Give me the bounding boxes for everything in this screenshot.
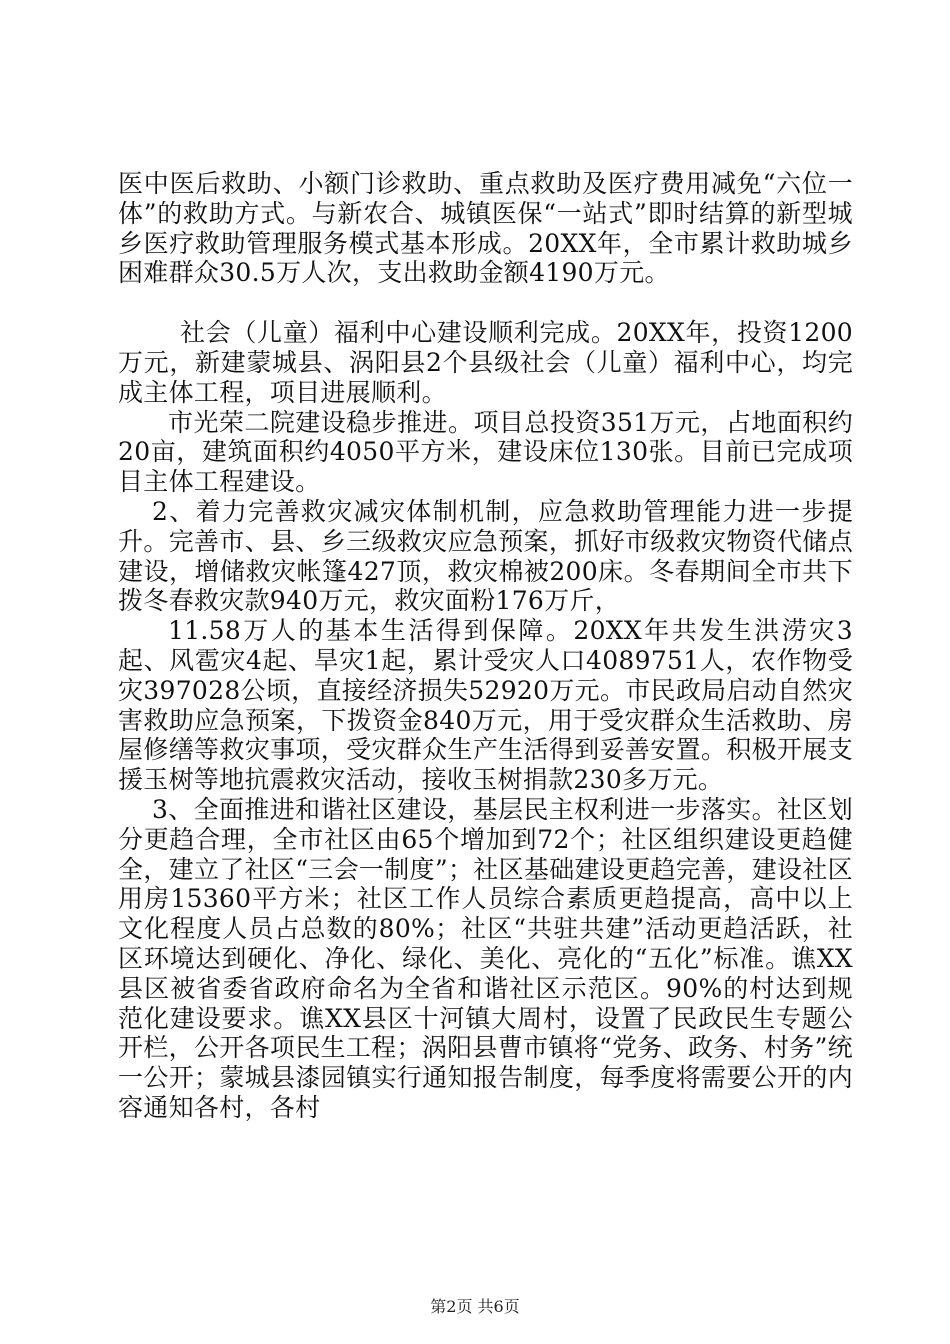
paragraph-community-building: 3、全面推进和谐社区建设，基层民主权利进一步落实。社区划分更趋合理，全市社区由65个增加到72个；社区组织建设更趋健全，建立了社区“三会一制度”；社区基础建设更趋完善，建设社区用房15360平方米；社区工作人员综合素质更趋提高，高中以上文化程度人员占总数的80%；社区“共驻共建”活动更趋活跃，社区环境达到硬化、净化、绿化、美化、亮化的“五化”标准。谯XX县区被省委省政府命名为全省和谐社区示范区。90%的村达到规范化建设要求。谯XX县区十河镇大周村，设置了民政民生专题公开栏，公开各项民生工程；涡阳县曹市镇将“党务、政务、村务”统一公开；蒙城县漆园镇实行通知报告制度，每季度将需要公开的内容通知各村，各村	[118, 794, 853, 1122]
document-body	[118, 169, 853, 1123]
paragraph-disaster-relief: 2、着力完善救灾减灾体制机制，应急救助管理能力进一步提升。完善市、县、乡三级救灾应急预案，抓好市级救灾物资代储点建设，增储救灾帐篷427顶，救灾棉被200床。冬春期间全市共下拨冬春救灾款940万元，救灾面粉176万斤，	[118, 496, 853, 616]
paragraph-honor-hospital: 市光荣二院建设稳步推进。项目总投资351万元，占地面积约20亩，建筑面积约4050平方米，建设床位130张。目前已完成项目主体工程建设。	[118, 407, 853, 497]
paragraph-disaster-statistics: 11.58万人的基本生活得到保障。20XX年共发生洪涝灾3起、风雹灾4起、旱灾1起，累计受灾人口4089751人，农作物受灾397028公顷，直接经济损失52920万元。市民政局启动自然灾害救助应急预案，下拨资金840万元，用于受灾群众生活救助、房屋修缮等救灾事项，受灾群众生产生活得到妥善安置。积极开展支援玉树等地抗震救灾活动，接收玉树捐款230多万元。	[118, 616, 853, 795]
paragraph-welfare-center: 社会（儿童）福利中心建设顺利完成。20XX年，投资1200万元，新建蒙城县、涡阳县2个县级社会（儿童）福利中心，均完成主体工程，项目进展顺利。	[118, 318, 853, 407]
page-number-footer: 第2页 共6页	[430, 1297, 520, 1316]
paragraph-medical-aid: 医中医后救助、小额门诊救助、重点救助及医疗费用减免“六位一体”的救助方式。与新农合、城镇医保“一站式”即时结算的新型城乡医疗救助管理服务模式基本形成。20XX年，全市累计救助城乡困难群众30.5万人次，支出救助金额4190万元。	[118, 169, 853, 288]
